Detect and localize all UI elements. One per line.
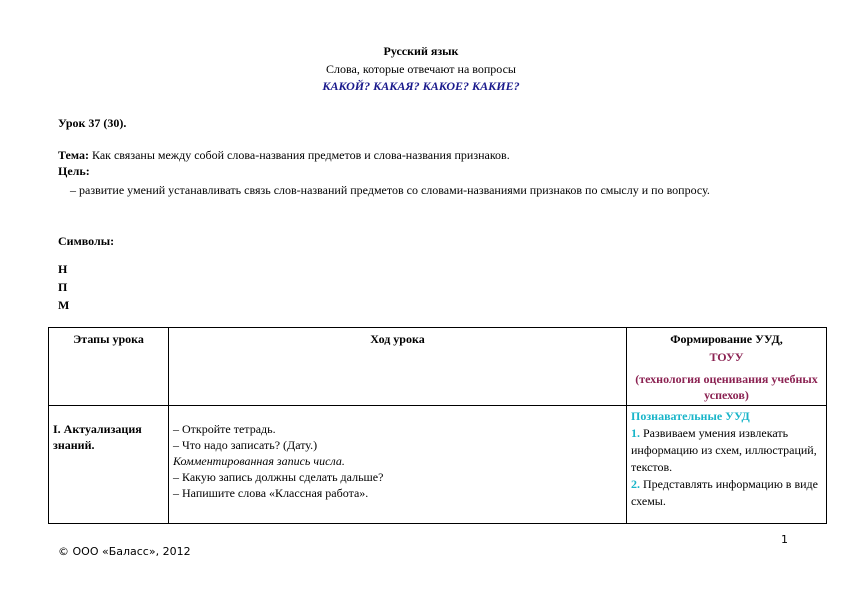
course-line: – Откройте тетрадь. bbox=[173, 422, 276, 436]
header-stages: Этапы урока bbox=[49, 328, 169, 406]
uud-item bbox=[631, 425, 822, 476]
lesson-table bbox=[48, 327, 827, 524]
course-line: – Что надо записать? (Дату.) bbox=[173, 438, 318, 452]
table-header-row bbox=[49, 328, 827, 406]
table-row bbox=[49, 406, 827, 524]
topic-line: Слова, которые отвечают на вопросы bbox=[326, 62, 516, 76]
uud-cell bbox=[627, 406, 827, 524]
stage-cell: I. Актуализация знаний. bbox=[49, 406, 169, 524]
uud-cell-title: Познавательные УУД bbox=[631, 409, 750, 423]
questions-line: КАКОЙ? КАКАЯ? КАКОЕ? КАКИЕ? bbox=[322, 79, 520, 93]
course-line: Комментированная запись числа. bbox=[173, 454, 345, 468]
symbol-item: М bbox=[58, 298, 70, 312]
theme-paragraph bbox=[58, 148, 784, 163]
symbol-item: П bbox=[58, 280, 68, 294]
subject-title: Русский язык bbox=[383, 44, 459, 58]
page-number: 1 bbox=[781, 533, 788, 546]
uud-item-text: Развиваем умения извлекать информацию из схем, иллюстраций, текстов. bbox=[631, 426, 817, 474]
copyright: © ООО «Баласс», 2012 bbox=[58, 545, 191, 558]
uud-item-text: Представлять информацию в виде схемы. bbox=[631, 477, 818, 508]
header-uud bbox=[627, 328, 827, 406]
symbols-label: Символы: bbox=[58, 234, 115, 248]
theme-label: Тема: bbox=[58, 148, 89, 162]
uud-item bbox=[631, 476, 822, 510]
uud-item-number: 2. bbox=[631, 477, 640, 491]
uud-title: Формирование УУД, bbox=[670, 332, 783, 346]
goal-text: – развитие умений устанавливать связь слов-названий предметов со словами-названиями признаков по смыслу и по вопросу. bbox=[70, 183, 710, 197]
course-line: – Напишите слова «Классная работа». bbox=[173, 486, 369, 500]
uud-note: (технология оценивания учебных успехов) bbox=[635, 372, 818, 402]
header-course: Ход урока bbox=[169, 328, 627, 406]
uud-subtitle: ТОУУ bbox=[709, 350, 744, 364]
uud-item-number: 1. bbox=[631, 426, 640, 440]
theme-text: Как связаны между собой слова-названия предметов и слова-названия признаков. bbox=[91, 148, 510, 162]
course-line: – Какую запись должны сделать дальше? bbox=[173, 470, 384, 484]
goal-label: Цель: bbox=[58, 164, 90, 178]
symbol-item: Н bbox=[58, 262, 68, 276]
lesson-number: Урок 37 (30). bbox=[58, 116, 127, 130]
course-cell bbox=[169, 406, 627, 524]
